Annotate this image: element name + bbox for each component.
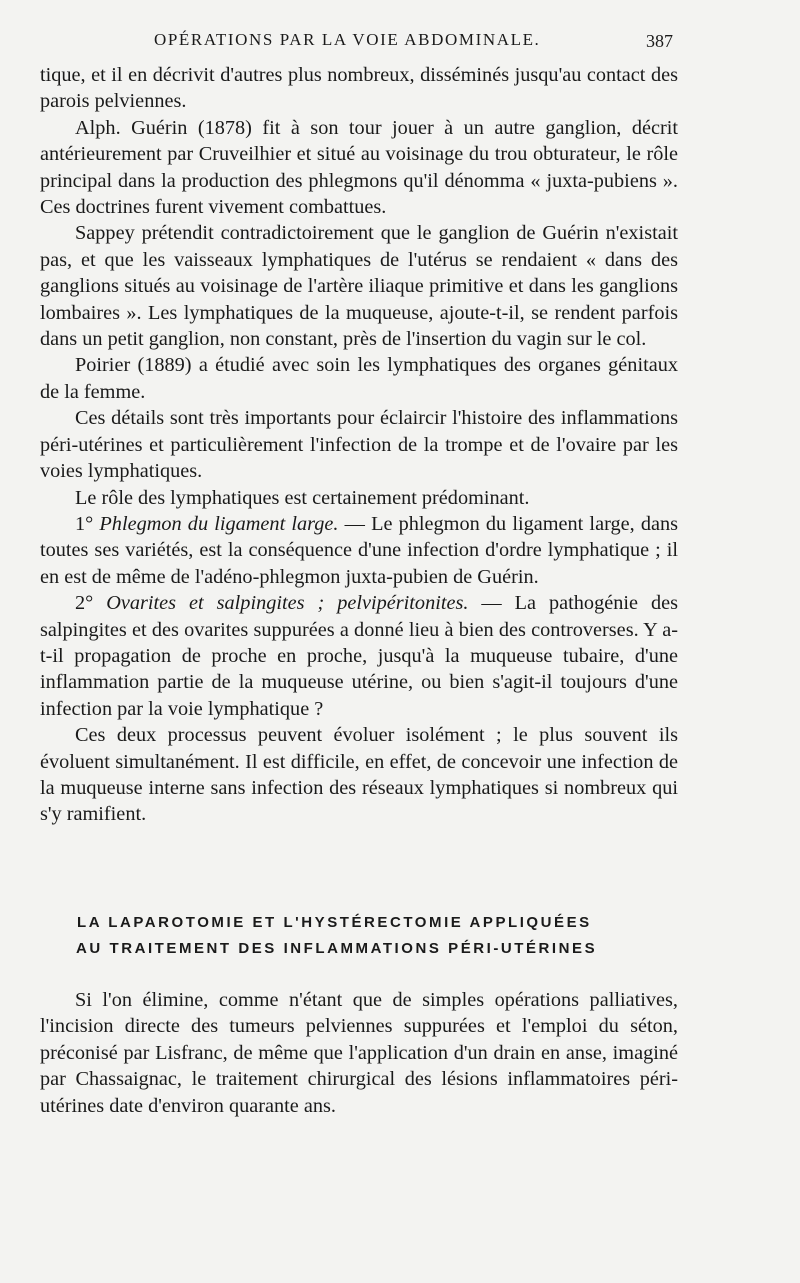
subsection-ovarites (40, 590, 678, 722)
subsection-number: 1° (75, 512, 94, 535)
paragraph-poirier: Poirier (1889) a étudié avec soin les lymphatiques des organes génitaux de la femme. (40, 354, 678, 403)
subsection-title: Phlegmon du ligament large. (99, 512, 339, 535)
subsection-number: 2° (75, 592, 94, 615)
paragraph-details: Ces détails sont très importants pour éclaircir l'histoire des inflammations péri-utérines et particulièrement l'infection de la trompe et de l'ovaire par les voies lymphatiques. (40, 407, 678, 483)
page-number: 387 (646, 31, 673, 51)
paragraph-processus: Ces deux processus peuvent évoluer isolément ; le plus souvent ils évoluent simultanément. Il est difficile, en effet, de concevoir une infection de la muqueuse interne sans infection des réseaux lymphatiques si nombreux qui s'y ramifient. (40, 724, 678, 826)
subsection-text: — La pathogénie des salpingites et des ovarites suppurées a donné lieu à bien des controverses. Y a-t-il propagation de proche en proche, jusqu'à la muqueuse tubaire, d'une inflammation partie de la muqueuse utérine, ou bien s'agit-il toujours d'une infection par la voie lymphatique ? (40, 592, 678, 720)
paragraph-role: Le rôle des lymphatiques est certainement prédominant. (75, 486, 530, 509)
section-heading (77, 910, 677, 962)
paragraph-traitement: Si l'on élimine, comme n'étant que de simples opérations palliatives, l'incision directe des tumeurs pelviennes suppurées et l'emploi du séton, préconisé par Lisfranc, de même que l'application d'un drain en anse, imaginé par Chassaignac, le traitement chirurgical des lésions inflammatoires péri-utérines date d'environ quarante ans. (40, 989, 678, 1117)
paragraph-sappey: Sappey prétendit contradictoirement que le ganglion de Guérin n'existait pas, et que les vaisseaux lymphatiques de l'utérus se rendaient « dans des ganglions situés au voisinage de l'artère iliaque primitive et dans les ganglions lombaires ». Les lymphatiques de la muqueuse, ajoute-t-il, se rendent parfois dans un petit ganglion, non constant, près de l'insertion du vagin sur le col. (40, 222, 678, 351)
section-heading-line-1: LA LAPAROTOMIE ET L'HYSTÉRECTOMIE APPLIQUÉES (77, 914, 592, 931)
subsection-phlegmon (40, 511, 678, 590)
paragraph-continued: tique, et il en décrivit d'autres plus nombreux, disséminés jusqu'au contact des parois pelviennes. (40, 64, 678, 113)
subsection-title: Ovarites et salpingites ; pelvipéritonites. (106, 592, 469, 615)
section-heading-line-2: AU TRAITEMENT DES INFLAMMATIONS PÉRI-UTÉRINES (76, 940, 598, 957)
section-text (40, 987, 678, 1119)
paragraph-guerin: Alph. Guérin (1878) fit à son tour jouer à un autre ganglion, décrit antérieurement par Cruveilhier et situé au voisinage du trou obturateur, le rôle principal dans la production des phlegmons qu'il dénomma « juxta-pubiens ». Ces doctrines furent vivement combattues. (40, 116, 678, 219)
running-head: OPÉRATIONS PAR LA VOIE ABDOMINALE. (154, 30, 541, 49)
subsection-text: — Le phlegmon du ligament large, dans toutes ses variétés, est la conséquence d'une infection d'ordre lymphatique ; il en est de même de l'adéno-phlegmon juxta-pubien de Guérin. (40, 512, 678, 588)
main-text (40, 62, 678, 828)
